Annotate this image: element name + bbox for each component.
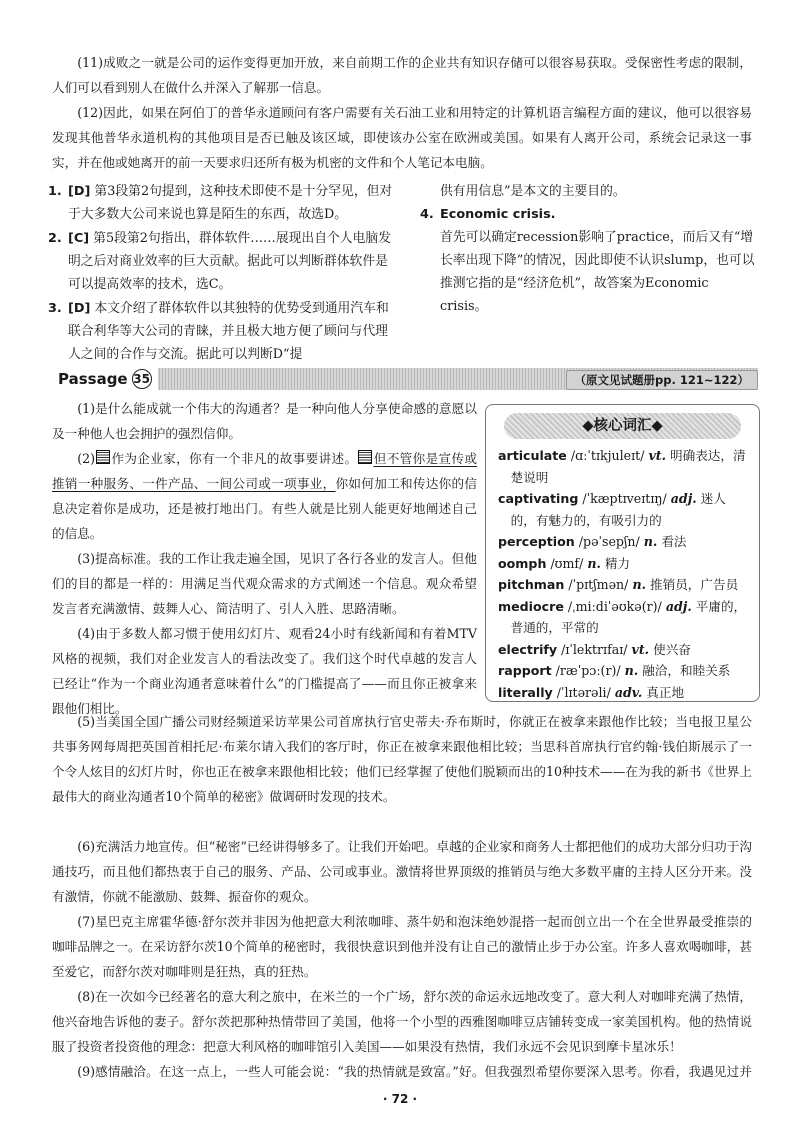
vocab-pos: n. <box>632 577 646 592</box>
paragraph-2-underlined: 但不管你是宣传或推销一种服务、一件产品、一间公司或一项事业， <box>52 451 478 491</box>
passage-paragraph-5: (5)当美国全国广播公司财经频道采访苹果公司首席执行官史蒂夫·乔布斯时，你就正在被拿来跟他作比较；当电报卫星公共事务网每周把英国首相托尼·布莱尔请入我们的客厅时，你正在被拿来跟他相比较；当思科首席执行官约翰·钱伯斯展示了一个令人炫目的幻灯片时，你也正在被拿来跟他相比较；他们已经掌握了使他们脱颖而出的10种技术——在为我的新书《世界上最伟大的商业沟通者10个简单的秘密》做调研时发现的技术。 <box>52 714 752 804</box>
vocab-pos: n. <box>624 663 639 678</box>
vocab-item <box>498 445 747 488</box>
answer-3 <box>48 297 393 366</box>
vocab-pos: vt. <box>631 641 650 657</box>
passage-paragraph-6: (6)充满活力地宣传。但“秘密”已经讲得够多了。让我们开始吧。卓越的企业家和商务人士都把他们的成功大部分归功于沟通技巧，而且他们都热衷于自己的服务、产品、公司或事业。激情将世界顶级的推销员与绝大多数平庸的主持人区分开来。没有激情，你就不能激励、鼓舞、振奋你的观众。 <box>52 839 752 904</box>
vocab-pos: n. <box>587 555 601 571</box>
passage-paragraph-3: (3)提高标准。我的工作让我走遍全国，见识了各行各业的发言人。但他们的目的都是一样的：用满足当代观众需求的方式阐述一个信息。观众希望发言者充满激情、鼓舞人心、简洁明了、引人入胜、思路清晰。 <box>52 551 477 616</box>
vocab-item <box>498 639 747 661</box>
answer-4-title: Economic crisis. <box>440 207 556 222</box>
note-marker-icon <box>358 450 372 464</box>
vocab-ipa: /pəˈsepʃn/ <box>578 534 640 549</box>
answer-column-left <box>48 180 393 367</box>
answer-number: 4. <box>420 207 434 222</box>
vocab-item <box>498 682 747 704</box>
vocab-ipa: /ˈkæptɪveɪtɪŋ/ <box>582 491 667 506</box>
vocab-word: oomph <box>498 555 547 571</box>
paragraph-11: (11)成败之一就是公司的运作变得更加开放，来自前期工作的企业共有知识存储可以很容易获取。受保密性考虑的限制，人们可以看到别人在做什么并深入了解那一信息。 <box>52 55 752 95</box>
answer-number: 3. <box>48 301 62 316</box>
vocab-ipa: /ˈpɪtʃmən/ <box>568 577 629 592</box>
answer-number: 2. <box>48 231 62 246</box>
vocab-def: 使兴奋 <box>653 641 691 657</box>
passage-number-badge: 35 <box>132 369 152 389</box>
vocab-def: 明确表达，清楚说明 <box>510 448 746 485</box>
passage-paragraph-8: (8)在一次如今已经著名的意大利之旅中，在米兰的一个广场，舒尔茨的命运永远地改变了。意大利人对咖啡充满了热情，他兴奋地告诉他的妻子。舒尔茨把那种热情带回了美国，他将一个小型的西雅图咖啡豆店铺转变成一家美国机构。他的热情说服了投资者投资他的理念：把意大利风格的咖啡馆引入美国——如果没有热情，我们永远不会见识到摩卡星冰乐！ <box>52 989 752 1054</box>
answer-column-right <box>420 180 758 319</box>
vocab-item <box>498 553 747 575</box>
vocab-word: articulate <box>498 448 567 463</box>
paragraph-number: (2) <box>77 451 96 466</box>
vocab-ipa: /ʊmf/ <box>550 555 584 571</box>
answer-1 <box>48 180 393 226</box>
vocab-word: pitchman <box>498 577 565 592</box>
paragraph-2-sentence-c: 你如何加工和传达你的信息决定着你是成功，还是被打地出门。有些人就是比别人能更好地阐述自己的信息。 <box>52 476 478 541</box>
vocab-def: 推销员，广告员 <box>650 577 739 592</box>
vocab-item <box>498 488 747 531</box>
vocab-def: 平庸的，普通的，平常的 <box>510 598 747 635</box>
vocab-item <box>498 596 747 639</box>
passage-paragraph-9: (9)感情融洽。在这一点上，一些人可能会说：“我的热情就是致富。”好。但我强烈希望你要深入思考。你看，我遇见过并 <box>77 1064 752 1079</box>
passage-paragraph-4: (4)由于多数人都习惯于使用幻灯片、观看24小时有线新闻和有着MTV风格的视频，我们对企业发言人的看法改变了。我们这个时代卓越的发言人已经让“作为一个商业沟通者意味着什么”的门槛提高了——而且你正被拿来跟他们相比。 <box>52 626 477 716</box>
passage-paragraph-2 <box>52 446 477 546</box>
vocab-item <box>498 660 747 682</box>
vocab-def: 精力 <box>604 555 631 571</box>
answer-3-continuation: 供有用信息”是本文的主要目的。 <box>440 184 626 199</box>
passage-paragraph-1: (1)是什么能成就一个伟大的沟通者？是一种向他人分享使命感的意愿以及一种他人也会拥护的强烈信仰。 <box>52 401 477 441</box>
passage-word: Passage <box>58 370 128 388</box>
answer-text: 第5段第2句指出，群体软件……展现出自个人电脑发明之后对商业效率的巨大贡献。据此可以判断群体软件是可以提高效率的技术，选C。 <box>68 231 391 292</box>
vocab-def: 真正地 <box>646 684 685 700</box>
vocab-item <box>498 531 747 553</box>
passage-header <box>48 368 758 390</box>
answer-text: 本文介绍了群体软件以其独特的优势受到通用汽车和联合利华等大公司的青睐，并且极大地方便了顾问与代理人之间的合作与交流。据此可以判断D“提 <box>68 301 389 362</box>
vocab-word: captivating <box>498 491 579 506</box>
passage-paragraph-7: (7)星巴克主席霍华德·舒尔茨并非因为他把意大利浓咖啡、蒸牛奶和泡沫绝妙混搭一起而创立出一个在全世界最受推崇的咖啡品牌之一。在采访舒尔茨10个简单的秘密时，我很快意识到他并没有让自己的激情止步于办公室。许多人喜欢喝咖啡，甚至爱它，而舒尔茨对咖啡则是狂热，真的狂热。 <box>52 914 752 979</box>
vocab-word: electrify <box>498 641 558 657</box>
vocab-def: 迷人的，有魅力的，有吸引力的 <box>510 491 726 528</box>
vocab-def: 看法 <box>661 534 687 549</box>
passage-label <box>48 368 158 390</box>
paragraph-12: (12)因此，如果在阿伯丁的普华永道顾问有客户需要有关石油工业和用特定的计算机语言编程方面的建议，他可以很容易发现其他普华永道机构的其他项目是否已触及该区域，即使该办公室在欧洲或美国。如果有人离开公司，系统会记录这一事实，并在他或她离开的前一天要求归还所有极为机密的文件和个人笔记本电脑。 <box>52 105 752 170</box>
answer-text: 第3段第2句提到，这种技术即使不是十分罕见，但对于大多数大公司来说也算是陌生的东西，故选D。 <box>68 184 393 222</box>
vocab-word: perception <box>498 534 575 549</box>
answer-4 <box>420 203 758 318</box>
vocab-pos: adj. <box>670 491 697 506</box>
vocab-pos: adj. <box>665 598 692 614</box>
vocab-pos: vt. <box>648 448 666 463</box>
answer-tag: [D] <box>68 184 91 199</box>
answer-2 <box>48 227 393 296</box>
vocab-ipa: /ɪˈlektrɪfaɪ/ <box>561 641 628 657</box>
answer-4-text: 首先可以确定recession影响了practice，而后又有“增长率出现下降”的情况，因此即使不认识slump，也可以推测它指的是“经济危机”，故答案为Economic crisis。 <box>440 230 755 314</box>
vocab-item <box>498 574 747 596</box>
paragraph-2-sentence-a: 作为企业家，你有一个非凡的故事要讲述。 <box>111 451 358 466</box>
page-number: · 72 · <box>382 1092 418 1106</box>
vocab-word: mediocre <box>498 598 564 614</box>
vocabulary-title: ◆核心词汇◆ <box>504 413 741 439</box>
answer-tag: [D] <box>68 301 91 316</box>
answer-number: 1. <box>48 184 62 199</box>
vocab-ipa: /ˈlɪtərəli/ <box>556 684 611 700</box>
vocab-pos: adv. <box>614 684 643 700</box>
vocab-ipa: /ˌmiːdiˈəʊkə(r)/ <box>567 598 662 614</box>
vocab-pos: n. <box>643 534 658 549</box>
core-vocabulary-box <box>485 404 760 702</box>
vocab-ipa: /ɑːˈtɪkjuleɪt/ <box>570 448 645 463</box>
vocab-def: 融洽，和睦关系 <box>642 663 731 678</box>
answer-tag: [C] <box>68 231 90 246</box>
vocab-word: literally <box>498 684 553 700</box>
passage-reference: （原文见试题册pp. 121~122） <box>566 370 758 390</box>
note-marker-icon <box>96 450 110 464</box>
vocab-word: rapport <box>498 663 552 678</box>
vocab-ipa: /ræˈpɔː(r)/ <box>555 663 621 678</box>
